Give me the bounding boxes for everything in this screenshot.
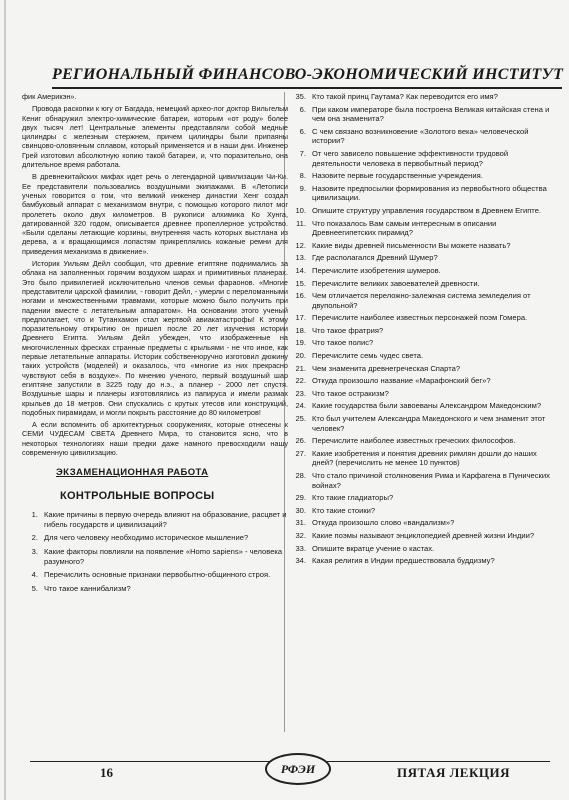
question-number: 5. xyxy=(31,583,38,593)
question-item xyxy=(286,544,550,554)
question-item xyxy=(286,506,550,516)
question-text: Перечислите изобретения шумеров. xyxy=(312,265,441,275)
question-number: 18. xyxy=(295,325,306,335)
question-text: Какие изобретения и понятия древних римлян дошли до наших дней? (перечислить не менее 10 пунктов) xyxy=(312,448,537,468)
question-text: Что такое фратрия? xyxy=(312,325,384,335)
question-item xyxy=(286,449,550,468)
question-item xyxy=(286,219,550,238)
question-text: Где располагался Древний Шумер? xyxy=(312,253,438,263)
question-number: 15. xyxy=(295,278,306,288)
question-number: 30. xyxy=(295,505,306,515)
question-text: Какие виды древней письменности Вы можете назвать? xyxy=(312,240,511,250)
right-question-list xyxy=(286,92,550,566)
question-item xyxy=(286,149,550,168)
question-number: 8. xyxy=(299,171,306,181)
question-item xyxy=(286,389,550,399)
question-item xyxy=(22,547,288,566)
question-text: С чем связано возникновение «Золотого века» человеческой истории? xyxy=(312,126,529,146)
question-text: Перечислите наиболее известных персонажей поэм Гомера. xyxy=(312,313,528,323)
question-number: 6. xyxy=(299,126,306,136)
question-text: Чем знаменита древнегреческая Спарта? xyxy=(312,363,461,373)
question-number: 12. xyxy=(295,240,306,250)
page-binding-edge xyxy=(4,0,6,800)
question-item xyxy=(286,253,550,263)
left-column xyxy=(22,92,288,597)
question-item xyxy=(286,471,550,490)
question-text: При каком императоре была построена Великая китайская стена и чем она знаменита? xyxy=(312,104,550,124)
question-number: 21. xyxy=(295,363,306,373)
question-text: Опишите вкратце учение о кастах. xyxy=(312,543,435,553)
question-number: 14. xyxy=(295,265,306,275)
question-number: 6. xyxy=(299,104,306,114)
question-item xyxy=(22,533,288,543)
question-text: Перечислите семь чудес света. xyxy=(312,351,424,361)
page-header: РЕГИОНАЛЬНЫЙ ФИНАНСОВО-ЭКОНОМИЧЕСКИЙ ИНСТИТУТ xyxy=(52,66,562,89)
question-item xyxy=(286,531,550,541)
question-number: 22. xyxy=(295,376,306,386)
question-text: Откуда произошло название «Марафонский бег»? xyxy=(312,376,491,386)
question-item xyxy=(286,313,550,323)
question-text: Кто был учителем Александра Македонского и чем знаменит этот человек? xyxy=(312,414,546,433)
question-number: 32. xyxy=(295,530,306,540)
paragraph: А если вспомнить об архитектурных сооружениях, которые отнесены к СЕМИ ЧУДЕСАМ СВЕТА Древнего Мира, то становится ясно, что в некоторых технологиях наши предки даже намного превосходили нашу современную цивилизацию. xyxy=(22,420,288,457)
question-item xyxy=(286,556,550,566)
question-item xyxy=(286,171,550,181)
paragraph: Провода раскопки к югу от Багдада, немецкий архео-лог доктор Вильгельм Кениг обнаружил электро-химические батареи, которым «от роду» более двух тысяч лет! Центральные элементы представляли собой медные цилиндры с железным стержнем, причем цилиндры были припаяны свинцово-оловянным сплавом, который применяется и в наши дни. Инженер Грей изготовил абсолютную копию такой батареи, и, что поразительно, она длительное время работала. xyxy=(22,104,288,170)
question-text: Какие поэмы называют энциклопедией древней жизни Индии? xyxy=(312,530,535,540)
question-text: Перечислите великих завоевателей древности. xyxy=(312,278,480,288)
question-number: 28. xyxy=(295,471,306,480)
question-item xyxy=(286,518,550,528)
exam-section-title: ЭКЗАМЕНАЦИОННАЯ РАБОТА xyxy=(56,467,209,479)
question-number: 26. xyxy=(295,436,306,446)
question-item xyxy=(286,351,550,361)
question-number: 10. xyxy=(295,205,306,215)
question-item xyxy=(22,584,288,594)
question-item xyxy=(286,364,550,374)
question-text: Что показалось Вам самым интересным в описании Древнеегипетских пирамид? xyxy=(312,218,497,238)
question-text: Чем отличается переложно-залежная система земледелия от двупольной? xyxy=(312,291,531,310)
paragraph: Историк Уильям Дейл сообщил, что древние египтяне поднимались за облака на заполненных горячим воздухом шарах и примитивных планерах. Это было привилегией исключительно членов семьи фараонов. «Многие представители царской фамилии, - говорит Дейл, - умерли с переломанными ногами и множественными травмами, которые можно было получить при падении вместе с летательным аппаратом». На основании этого ученый предполагает, что и Тутанхамон стал жертвой авиакатастрофы! К этому поразительному открытию он пришел после 20 лет изучения истории Древнего Египта. Уильям Дейл убежден, что изображенные на многочисленных фресках странные предметы с крыльями - не что иное, как первые летательные аппараты. Историк собственноручно изготовил дюжину таких устройств (моделей) и оказалось, что «многие из них прекрасно чувствуют себя в воздухе». По мнению ученого, первый воздушный шар египтяне запустили в 3225 году до н.э., а планер - 2000 лет спустя. Воздушные шары и планеры изготовлялись из папируса и имели размах крыльев до 18 метров. Они спускались с крутых утесов или конструкций, подобных пирамидам, и могли покрыть расстояние до 80 километров! xyxy=(22,259,288,417)
question-item xyxy=(286,376,550,386)
question-number: 19. xyxy=(295,338,306,348)
question-text: Опишите структуру управления государством в Древнем Египте. xyxy=(312,205,542,215)
question-text: Что стало причиной столкновения Рима и Карфагена в Пунических войнах? xyxy=(312,471,550,490)
question-item xyxy=(286,92,550,102)
question-item xyxy=(286,493,550,503)
left-question-list xyxy=(22,510,288,593)
institute-logo: РФЭИ xyxy=(265,753,331,785)
question-number: 16. xyxy=(295,291,306,301)
question-item xyxy=(286,266,550,276)
question-item xyxy=(286,206,550,216)
question-number: 25. xyxy=(295,414,306,424)
question-text: Кто такие стоики? xyxy=(312,505,376,515)
question-text: Для чего человеку необходимо историческое мышление? xyxy=(44,533,249,543)
question-item xyxy=(286,414,550,433)
question-text: Какие государства были завоеваны Александром Македонским? xyxy=(312,401,542,411)
question-item xyxy=(286,279,550,289)
question-number: 35. xyxy=(295,92,306,101)
question-number: 9. xyxy=(299,183,306,193)
question-number: 29. xyxy=(295,493,306,503)
question-text: От чего зависело повышение эффективности трудовой деятельности человека в первобытный период? xyxy=(312,148,509,168)
question-item xyxy=(286,436,550,446)
question-text: Назовите первые государственные учреждения. xyxy=(312,171,483,181)
question-text: Что такое каннибализм? xyxy=(44,583,131,593)
question-text: Откуда произошло слово «вандализм»? xyxy=(312,518,455,528)
question-number: 13. xyxy=(295,253,306,263)
question-item xyxy=(286,326,550,336)
question-number: 24. xyxy=(295,401,306,411)
question-number: 7. xyxy=(299,148,306,158)
question-number: 11. xyxy=(296,218,306,228)
question-number: 17. xyxy=(295,313,306,323)
question-item xyxy=(286,127,550,146)
question-item xyxy=(22,570,288,580)
paragraph: В древнекитайских мифах идет речь о легендарной цивилизации Чи-Ки. Ее представители пользовались воздушными экипажами. В «Летописи ученых говорится о том, что великий инженер династии Хенг создал бамбуковый аппарат с механизмом внутри, с помощью которого пилот мог пролететь около двух километров. В рукописи алхимика Ко Хунга, датированной 320 годом, описывается древнее пропеллерное устройство. «Были сделаны летающие корзины, внутренняя часть которых выстлана из дерева, а к вращающимся лопастям прикреплялись кожаные ремни для приведения механизма в движение». xyxy=(22,172,288,256)
question-item xyxy=(22,510,288,529)
question-number: 34. xyxy=(295,556,306,566)
question-number: 23. xyxy=(295,388,306,398)
page-number: 16 xyxy=(100,765,113,780)
question-text: Кто такой принц Гаутама? Как переводится его имя? xyxy=(312,92,498,101)
question-item xyxy=(286,105,550,124)
control-questions-title: КОНТРОЛЬНЫЕ ВОПРОСЫ xyxy=(60,490,215,503)
question-number: 1. xyxy=(31,510,38,520)
question-number: 33. xyxy=(295,543,306,553)
question-text: Перечислить основные признаки первобытно-общинного строя. xyxy=(44,570,271,580)
question-text: Какая религия в Индии предшествовала буддизму? xyxy=(312,556,495,566)
question-number: 4. xyxy=(31,570,38,580)
question-text: Какие факторы повлияли на появление «Homo sapiens» - человека разумного? xyxy=(44,547,283,566)
question-number: 2. xyxy=(31,533,38,543)
question-item xyxy=(286,241,550,251)
question-text: Назовите предпосылки формирования из первобытного общества цивилизации. xyxy=(312,183,547,203)
question-item xyxy=(286,184,550,203)
question-number: 3. xyxy=(31,547,38,557)
question-item xyxy=(286,401,550,411)
question-item xyxy=(286,291,550,310)
question-text: Что такое остракизм? xyxy=(312,388,389,398)
question-text: Перечислите наиболее известных греческих философов. xyxy=(312,436,516,446)
paragraph: фик Америкэн». xyxy=(22,92,77,101)
question-number: 20. xyxy=(295,351,306,361)
lecture-label: ПЯТАЯ ЛЕКЦИЯ xyxy=(397,765,510,780)
question-item xyxy=(286,338,550,348)
right-column xyxy=(286,92,550,569)
question-text: Кто такие гладиаторы? xyxy=(312,493,394,503)
question-number: 31. xyxy=(295,518,306,528)
question-number: 27. xyxy=(295,448,306,458)
question-text: Что такое полис? xyxy=(312,338,374,348)
page-footer xyxy=(30,753,550,787)
question-text: Какие причины в первую очередь влияют на образование, расцвет и гибель государств и цивилизаций? xyxy=(44,510,287,529)
